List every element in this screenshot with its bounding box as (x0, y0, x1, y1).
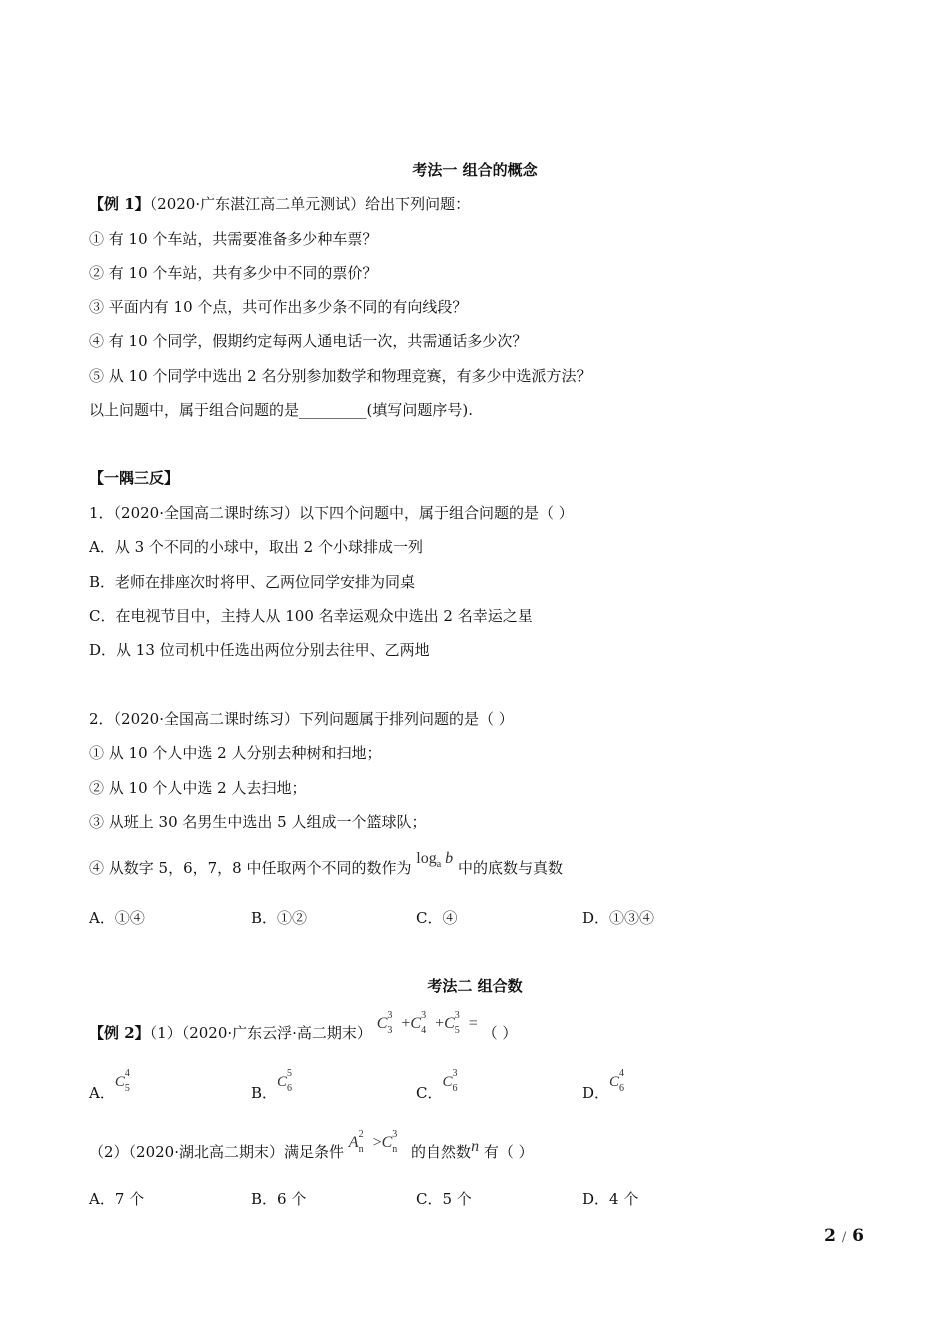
permutation-inequality (348, 1129, 406, 1155)
c-indices (421, 1010, 435, 1036)
example1-line (89, 194, 470, 214)
q1-option: D．从 13 位司机中任选出两位分别去往甲、乙两地 (89, 641, 430, 659)
example2-option-d (582, 1068, 633, 1104)
example1-item: ① 有 10 个车站，共需要准备多少种车票？ (89, 230, 378, 248)
log-base: a (436, 859, 442, 871)
c-letter: C (609, 1074, 620, 1090)
c-letter: C (277, 1074, 288, 1090)
a-sub: n (358, 1144, 364, 1155)
example2-part1 (89, 1010, 518, 1044)
q2-item4-after: 中的底数与真数 (457, 859, 563, 877)
q2-option: C．④ (416, 909, 458, 927)
c-indices (124, 1068, 139, 1094)
example2-option-b (251, 1068, 301, 1104)
page-separator: / (841, 1230, 847, 1245)
q2-item-4 (89, 850, 563, 885)
equals-sign: = (468, 1015, 478, 1032)
q1-stem: 1．（2020·全国高二课时练习）以下四个问题中，属于组合问题的是（ ） (89, 504, 574, 522)
log-argument: b (445, 850, 454, 867)
q2-item: ② 从 10 个人中选 2 人去扫地； (89, 779, 307, 797)
q2-item: ③ 从班上 30 名男生中选出 5 人组成一个篮球队； (89, 813, 427, 831)
c-sup: 4 (619, 1068, 625, 1079)
c-indices (387, 1010, 401, 1036)
q1-option: A．从 3 个不同的小球中，取出 2 个小球排成一列 (89, 538, 423, 556)
c-indices (392, 1129, 406, 1155)
a-sup: 2 (358, 1129, 364, 1140)
practice-heading: 【一隅三反】 (89, 469, 180, 487)
a-indices (358, 1129, 373, 1155)
plus-sign: + (401, 1015, 411, 1032)
part2-option: D．4 个 (582, 1190, 639, 1208)
c-indices (452, 1068, 467, 1094)
example1-source: （2020·广东湛江高二单元测试）给出下列问题： (149, 195, 471, 213)
c-indices (287, 1068, 301, 1094)
c-sub: 6 (287, 1083, 293, 1094)
c-sup: 3 (452, 1068, 458, 1079)
log-text: log (416, 850, 437, 867)
c-sup: 3 (421, 1010, 427, 1021)
c-letter: C (376, 1015, 388, 1032)
example1-question: 以上问题中，属于组合问题的是_________(填写问题序号). (89, 401, 473, 419)
example1-item: ② 有 10 个车站，共有多少中不同的票价？ (89, 264, 378, 282)
part2-option: B．6 个 (251, 1190, 307, 1208)
c-sup: 3 (387, 1010, 393, 1021)
example2-part1-tail: （ ） (482, 1024, 518, 1042)
c-letter: C (442, 1074, 453, 1090)
part2-after: 有（ ） (483, 1143, 534, 1161)
c-letter: C (381, 1134, 393, 1151)
q2-item4-before: ④ 从数字 5，6，7，8 中任取两个不同的数作为 (89, 859, 412, 877)
example1-label: 【例 1】 (89, 195, 150, 213)
c-sub: 4 (421, 1025, 427, 1036)
option-expression (277, 1068, 301, 1094)
part2-middle: 的自然数 (411, 1143, 472, 1161)
q2-option: A．①④ (89, 909, 145, 927)
page-current: 2 (824, 1226, 836, 1246)
c-letter: C (410, 1015, 422, 1032)
q2-stem: 2．（2020·全国高二课时练习）下列问题属于排列问题的是（ ） (89, 710, 514, 728)
q1-option: B．老师在排座次时将甲、乙两位同学安排为同桌 (89, 573, 416, 591)
option-expression (114, 1068, 139, 1094)
c-sub: 3 (387, 1025, 393, 1036)
c-sup: 3 (392, 1129, 398, 1140)
c-sup: 4 (124, 1068, 130, 1079)
example2-option-c (416, 1068, 467, 1104)
option-label: C． (416, 1084, 443, 1102)
example2-option-a (89, 1068, 139, 1104)
example1-item: ⑤ 从 10 个同学中选出 2 名分别参加数学和物理竞赛，有多少中选派方法？ (89, 367, 592, 385)
example1-item: ③ 平面内有 10 个点，共可作出多少条不同的有向线段？ (89, 298, 468, 316)
c-sub: 6 (452, 1083, 458, 1094)
part2-option: C．5 个 (416, 1190, 472, 1208)
option-expression (609, 1068, 633, 1094)
c-sub: 6 (619, 1083, 625, 1094)
c-letter: C (444, 1015, 455, 1032)
option-label: D． (582, 1084, 610, 1102)
page-number (824, 1226, 864, 1248)
c-indices (619, 1068, 633, 1094)
c-sub: 5 (124, 1083, 130, 1094)
a-letter: A (348, 1134, 359, 1151)
c-letter: C (114, 1074, 125, 1090)
example2-label: 【例 2】 (89, 1024, 150, 1042)
option-expression (442, 1068, 466, 1094)
section2-title: 考法二 组合数 (427, 977, 523, 995)
log-expression (416, 850, 454, 871)
part2-option: A．7 个 (89, 1190, 145, 1208)
c-sub: 5 (454, 1025, 460, 1036)
c-sup: 5 (287, 1068, 293, 1079)
example2-part2 (89, 1129, 534, 1163)
q2-option: B．①② (251, 909, 308, 927)
c-sup: 3 (454, 1010, 460, 1021)
q2-item: ① 从 10 个人中选 2 人分别去种树和扫地； (89, 744, 382, 762)
q1-option: C．在电视节目中，主持人从 100 名幸运观众中选出 2 名幸运之星 (89, 607, 533, 625)
part2-before: （2）（2020·湖北高二期末）满足条件 (89, 1143, 344, 1161)
plus-sign: + (435, 1015, 445, 1032)
variable-n: n (471, 1138, 480, 1155)
option-label: A． (89, 1084, 115, 1102)
c-indices (454, 1010, 469, 1036)
example2-part1-source: （1）（2020·广东云浮·高二期末） (149, 1024, 372, 1042)
combination-sum-expression (376, 1010, 478, 1036)
section1-title: 考法一 组合的概念 (412, 161, 538, 179)
option-label: B． (251, 1084, 278, 1102)
page-total: 6 (852, 1226, 864, 1246)
c-sub: n (392, 1144, 398, 1155)
example1-item: ④ 有 10 个同学，假期约定每两人通电话一次，共需通话多少次？ (89, 332, 528, 350)
greater-than-sign: > (372, 1134, 382, 1151)
q2-option: D．①③④ (582, 909, 655, 927)
